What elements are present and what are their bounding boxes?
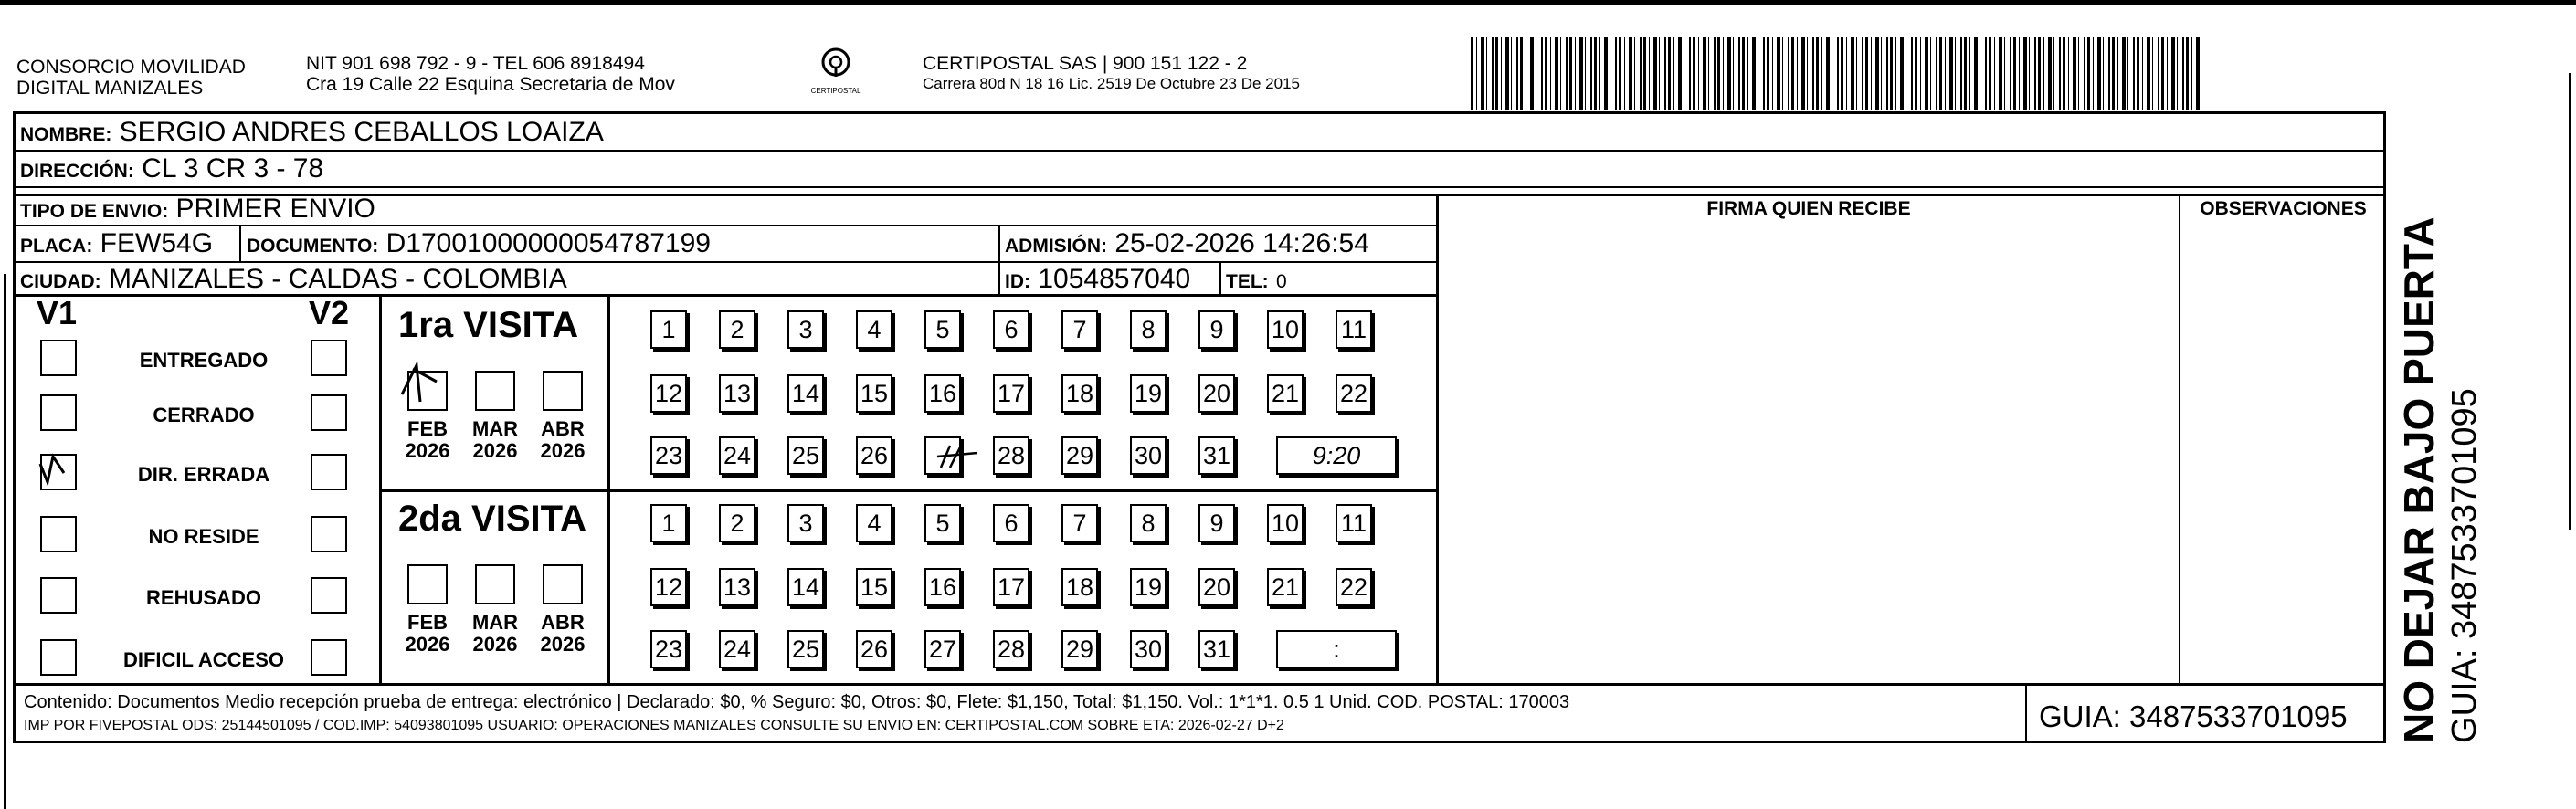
nombre-value: SERGIO ANDRES CEBALLOS LOAIZA (119, 117, 604, 147)
day-box[interactable]: 9 (1198, 310, 1235, 349)
day-box[interactable]: 21 (1267, 568, 1304, 606)
month-year: 2026 (405, 439, 450, 462)
documento-value: D17001000000054787199 (385, 228, 711, 258)
day-box[interactable]: 17 (993, 374, 1029, 413)
month-name: FEB (407, 611, 448, 634)
day-box[interactable]: 14 (787, 374, 824, 413)
direccion-label: DIRECCIÓN: (20, 161, 134, 182)
day-box[interactable]: 30 (1130, 630, 1167, 668)
month-name: ABR (541, 417, 585, 440)
check-mark-feb (402, 365, 437, 402)
day-box[interactable]: 3 (787, 310, 824, 349)
day-box[interactable]: 7 (1061, 310, 1098, 349)
status-label: DIFICIL ACCESO (122, 648, 284, 671)
day-box[interactable]: 13 (719, 374, 755, 413)
courier-line1: CERTIPOSTAL SAS | 900 151 122 - 2 (923, 53, 1248, 74)
month-name: MAR (471, 611, 519, 634)
tipo-value: PRIMER ENVIO (175, 194, 375, 224)
tel-value: 0 (1276, 271, 1287, 292)
day-box[interactable]: 6 (993, 504, 1029, 542)
ciudad-value: MANIZALES - CALDAS - COLOMBIA (109, 264, 567, 294)
nit-line1: NIT 901 698 792 - 9 - TEL 606 8918494 (306, 53, 645, 74)
day-box[interactable]: 10 (1267, 310, 1304, 349)
placa-label: PLACA: (20, 236, 93, 257)
day-box[interactable]: 5 (924, 504, 961, 542)
day-box[interactable]: 3 (787, 504, 824, 542)
admision-value: 25-02-2026 14:26:54 (1114, 228, 1369, 258)
month-year: 2026 (405, 633, 450, 656)
day-box[interactable]: 21 (1267, 374, 1304, 413)
day-box[interactable]: 1 (650, 504, 687, 542)
observaciones-header: OBSERVACIONES (2200, 198, 2367, 219)
day-box[interactable]: 4 (856, 310, 892, 349)
side-warning: NO DEJAR BAJO PUERTA (2395, 216, 2443, 743)
day-box[interactable]: 12 (650, 374, 687, 413)
day-box[interactable]: 13 (719, 568, 755, 606)
day-box[interactable]: 20 (1198, 568, 1235, 606)
day-box[interactable]: 25 (787, 436, 824, 475)
nit-line2: Cra 19 Calle 22 Esquina Secretaria de Mov (306, 74, 675, 95)
month-name: MAR (471, 417, 519, 440)
side-guia: GUIA: 3487533701095 (2445, 388, 2484, 743)
admision-label: ADMISIÓN: (1005, 236, 1107, 257)
day-box[interactable]: 28 (993, 630, 1029, 668)
content-line: Contenido: Documentos Medio recepción prueba de entrega: electrónico | Declarado: $0, % Seguro: $0, Otros: $0, Flete: $1,150, Total: $1,150. Vol.: 1*1*1. 0.5 1 Unid. COD. POSTAL: 170003 (24, 692, 1570, 712)
logo-text: CERTIPOSTAL (810, 87, 861, 95)
day-box[interactable]: 8 (1130, 310, 1167, 349)
day-box[interactable]: 18 (1061, 374, 1098, 413)
status-label: DIR. ERRADA (137, 463, 270, 486)
day-box[interactable]: 2 (719, 504, 755, 542)
day-box[interactable]: 28 (993, 436, 1029, 475)
day-box[interactable]: 19 (1130, 374, 1167, 413)
scan-edge (2569, 73, 2571, 530)
day-box[interactable]: 5 (924, 310, 961, 349)
firma-header: FIRMA QUIEN RECIBE (1706, 198, 1911, 219)
day-box[interactable]: 23 (650, 436, 687, 475)
direccion-value: CL 3 CR 3 - 78 (142, 153, 324, 184)
month-year: 2026 (540, 633, 586, 656)
month-year: 2026 (540, 439, 586, 462)
day-box[interactable]: 22 (1336, 374, 1372, 413)
day-box[interactable]: 1 (650, 310, 687, 349)
first-visit-title: 1ra VISITA (398, 305, 579, 345)
time-box[interactable]: 9:20 (1276, 436, 1397, 475)
company-line2: DIGITAL MANIZALES (16, 78, 204, 99)
day-box[interactable]: 23 (650, 630, 687, 668)
v2-header: V2 (309, 294, 350, 331)
documento-label: DOCUMENTO: (247, 236, 379, 257)
day-box[interactable]: 9 (1198, 504, 1235, 542)
day-box[interactable]: 14 (787, 568, 824, 606)
day-box[interactable]: 22 (1336, 568, 1372, 606)
day-box[interactable]: 24 (719, 436, 755, 475)
day-box[interactable]: 2 (719, 310, 755, 349)
day-box[interactable]: 11 (1336, 504, 1372, 542)
day-box[interactable]: 16 (924, 374, 961, 413)
side-panel (2393, 111, 2503, 743)
tel-label: TEL: (1226, 271, 1269, 292)
check-mark-dir-errada (40, 457, 64, 482)
month-year: 2026 (472, 439, 518, 462)
scan-edge (4, 274, 6, 809)
guia-box: GUIA: 3487533701095 (2039, 699, 2348, 733)
courier-line2: Carrera 80d N 18 16 Lic. 2519 De Octubre 23 De 2015 (923, 75, 1300, 92)
v1-header: V1 (37, 294, 78, 331)
day-box[interactable]: 17 (993, 568, 1029, 606)
day-box[interactable]: 7 (1061, 504, 1098, 542)
time-box[interactable]: : (1276, 630, 1397, 668)
day-box[interactable]: 25 (787, 630, 824, 668)
day-box[interactable]: 8 (1130, 504, 1167, 542)
day-box[interactable]: 12 (650, 568, 687, 606)
month-year: 2026 (472, 633, 518, 656)
placa-value: FEW54G (100, 228, 214, 258)
tipo-label: TIPO DE ENVIO: (20, 201, 169, 222)
day-box[interactable]: 20 (1198, 374, 1235, 413)
month-name: ABR (541, 611, 585, 634)
day-box[interactable]: 29 (1061, 630, 1098, 668)
day-box[interactable]: 18 (1061, 568, 1098, 606)
day-box[interactable]: 27 (924, 630, 961, 668)
day-box[interactable]: 15 (856, 374, 892, 413)
day-box[interactable]: 16 (924, 568, 961, 606)
day-box[interactable]: 26 (856, 630, 892, 668)
day-box[interactable]: 6 (993, 310, 1029, 349)
day-box[interactable]: 19 (1130, 568, 1167, 606)
day-box[interactable]: 31 (1198, 630, 1235, 668)
id-value: 1054857040 (1038, 264, 1191, 294)
day-box[interactable]: 10 (1267, 504, 1304, 542)
nombre-label: NOMBRE: (20, 124, 112, 145)
day-box[interactable]: 30 (1130, 436, 1167, 475)
day-box[interactable]: 26 (856, 436, 892, 475)
status-label: NO RESIDE (148, 525, 259, 548)
ciudad-label: CIUDAD: (20, 271, 101, 292)
day-box[interactable]: 31 (1198, 436, 1235, 475)
day-box[interactable]: 15 (856, 568, 892, 606)
status-label: ENTREGADO (139, 349, 269, 372)
day-box[interactable]: 24 (719, 630, 755, 668)
month-name: FEB (407, 417, 448, 440)
strike-mark-day (937, 446, 977, 468)
company-line1: CONSORCIO MOVILIDAD (16, 57, 246, 78)
status-label: REHUSADO (146, 586, 261, 609)
day-box[interactable]: 29 (1061, 436, 1098, 475)
status-label: CERRADO (153, 404, 255, 426)
second-visit-title: 2da VISITA (398, 499, 586, 539)
imp-line: IMP POR FIVEPOSTAL ODS: 25144501095 / COD.IMP: 54093801095 USUARIO: OPERACIONES MANIZALES CONSULTE SU ENVIO EN: CERTIPOSTAL.COM SOBRE ETA: 2026-02-27 D+2 (24, 718, 1284, 733)
day-box[interactable]: 11 (1336, 310, 1372, 349)
id-label: ID: (1005, 271, 1030, 292)
day-box[interactable]: 4 (856, 504, 892, 542)
